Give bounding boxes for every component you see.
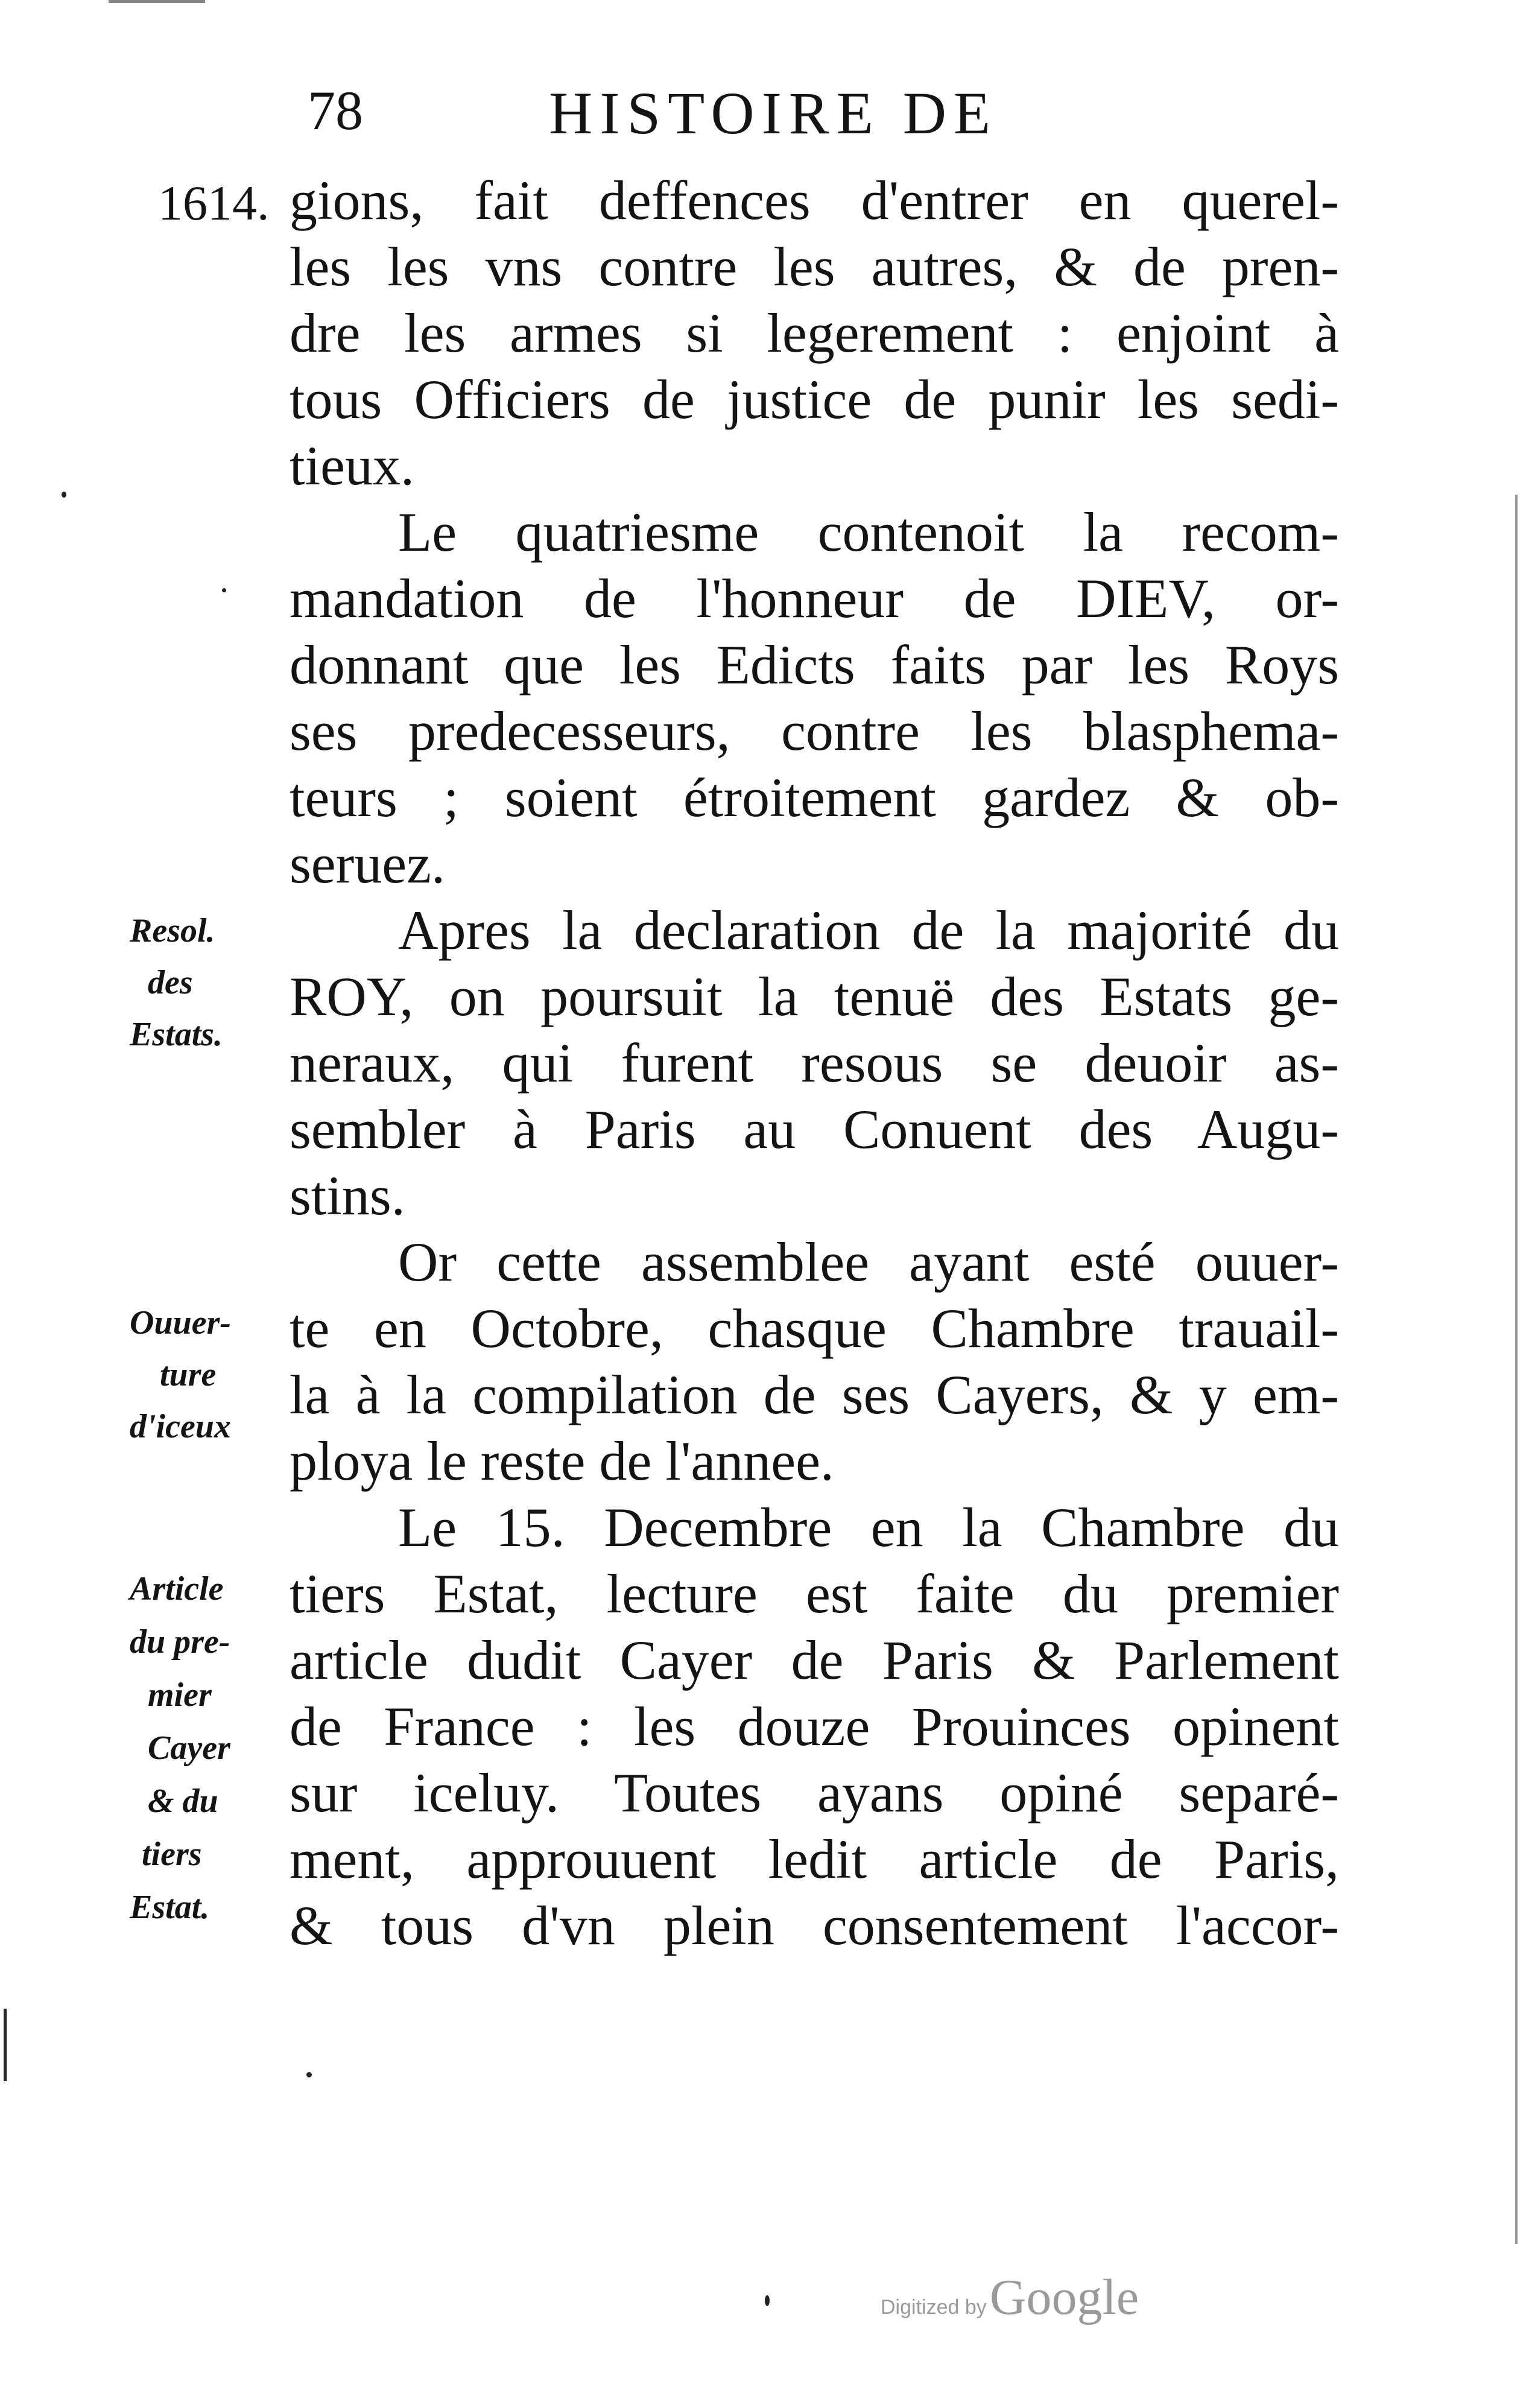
margin-year: 1614. bbox=[158, 176, 270, 230]
ink-speck bbox=[306, 2072, 312, 2077]
margin-note-line: des bbox=[148, 964, 193, 1001]
text-line: teurs ; soient étroitement gardez & ob- bbox=[290, 767, 1339, 828]
ink-speck bbox=[222, 588, 226, 592]
ink-speck bbox=[62, 492, 66, 498]
text-line: la à la compilation de ses Cayers, & y em- bbox=[290, 1364, 1339, 1425]
margin-note-line: Article bbox=[130, 1570, 224, 1608]
text-line: ploya le reste de l'annee. bbox=[290, 1430, 834, 1492]
text-line: dre les armes si legerement : enjoint à bbox=[290, 302, 1339, 364]
text-line: stins. bbox=[290, 1165, 405, 1226]
text-line: ment, approuuent ledit article de Paris, bbox=[290, 1828, 1339, 1890]
margin-note-line: Estat. bbox=[130, 1889, 210, 1926]
page-edge-shadow bbox=[1515, 495, 1518, 2244]
page-header bbox=[308, 78, 1333, 157]
margin-note-line: mier bbox=[148, 1676, 212, 1714]
margin-note bbox=[130, 1297, 280, 1453]
text-line: tous Officiers de justice de punir les sedi- bbox=[290, 369, 1339, 430]
text-line: gions, fait deffences d'entrer en querel- bbox=[290, 170, 1339, 231]
digitization-watermark bbox=[881, 2268, 1139, 2327]
page-edge-mark bbox=[4, 2009, 7, 2081]
text-line: article dudit Cayer de Paris & Parlement bbox=[290, 1629, 1339, 1691]
text-line: Apres la declaration de la majorité du bbox=[398, 899, 1339, 961]
text-line: sembler à Paris au Conuent des Augu- bbox=[290, 1098, 1339, 1160]
google-logo: Google bbox=[989, 2269, 1139, 2325]
text-line: seruez. bbox=[290, 833, 445, 895]
margin-note-line: tiers bbox=[142, 1836, 202, 1873]
text-line: de France : les douze Prouinces opinent bbox=[290, 1696, 1339, 1757]
text-line: ses predecesseurs, contre les blasphema- bbox=[290, 700, 1339, 762]
text-line: & tous d'vn plein consentement l'accor- bbox=[290, 1895, 1339, 1956]
digitized-by-label: Digitized by bbox=[881, 2296, 987, 2319]
text-line: les les vns contre les autres, & de pren- bbox=[290, 236, 1339, 297]
text-line: tiers Estat, lecture est faite du premier bbox=[290, 1563, 1339, 1624]
margin-note bbox=[130, 1562, 280, 1934]
text-line: ROY, on poursuit la tenuë des Estats ge- bbox=[290, 966, 1339, 1027]
margin-note-line: Estats. bbox=[130, 1016, 223, 1053]
text-line: neraux, qui furent resous se deuoir as- bbox=[290, 1032, 1339, 1094]
margin-note-line: d'iceux bbox=[130, 1408, 231, 1445]
text-line: Le quatriesme contenoit la recom- bbox=[398, 501, 1339, 563]
text-line: Or cette assemblee ayant esté ouuer- bbox=[398, 1231, 1339, 1293]
margin-note bbox=[130, 905, 280, 1060]
margin-note-line: Ouuer- bbox=[130, 1304, 232, 1342]
margin-note-line: & du bbox=[148, 1782, 218, 1820]
margin-note-line: Resol. bbox=[130, 912, 215, 949]
ink-speck bbox=[765, 2295, 770, 2306]
page-number: 78 bbox=[308, 80, 363, 141]
text-line: tieux. bbox=[290, 435, 414, 496]
page-edge-mark bbox=[109, 0, 205, 3]
running-head: HISTOIRE DE bbox=[549, 80, 998, 147]
text-line: sur iceluy. Toutes ayans opiné separé- bbox=[290, 1762, 1339, 1823]
text-line: donnant que les Edicts faits par les Roys bbox=[290, 634, 1339, 695]
margin-note-line: du pre- bbox=[130, 1623, 230, 1661]
text-line: Le 15. Decembre en la Chambre du bbox=[398, 1497, 1339, 1558]
margin-note-line: Cayer bbox=[148, 1729, 230, 1767]
margin-note-line: ture bbox=[160, 1356, 217, 1393]
text-line: te en Octobre, chasque Chambre trauail- bbox=[290, 1297, 1339, 1359]
text-line: mandation de l'honneur de DIEV, or- bbox=[290, 568, 1339, 629]
